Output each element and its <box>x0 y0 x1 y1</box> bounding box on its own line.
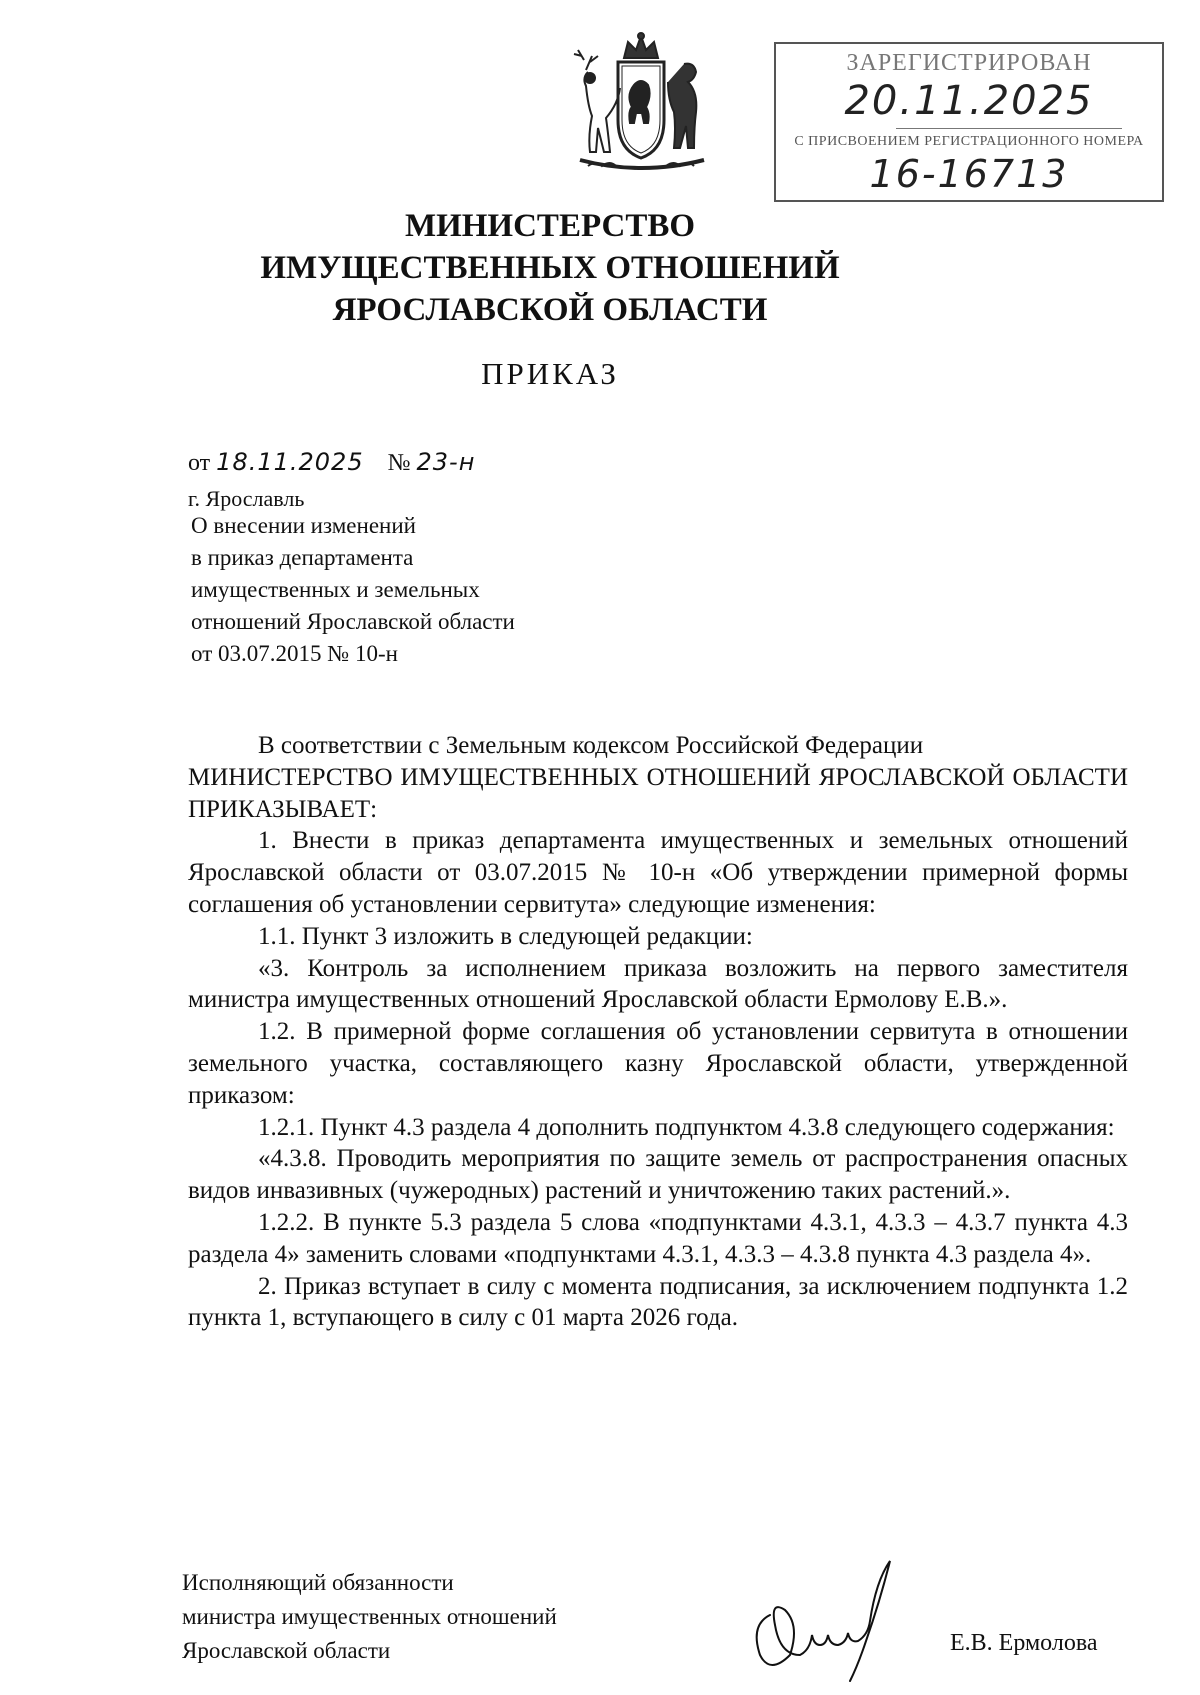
subject-line: в приказ департамента <box>191 545 414 570</box>
paragraph: 2. Приказ вступает в силу с момента подписания, за исключением подпункта 1.2 пункта 1, вступающего в силу с 01 марта 2026 года. <box>188 1272 1128 1332</box>
paragraph: 1.2.2. В пункте 5.3 раздела 5 слова «подпунктами 4.3.1, 4.3.3 – 4.3.7 пункта 4.3 раздела 4» заменить словами «подпунктами 4.3.1, 4.3.3 – 4.3.8 пункта 4.3 раздела 4». <box>188 1208 1128 1268</box>
paragraph: 1.2.1. Пункт 4.3 раздела 4 дополнить подпунктом 4.3.8 следующего содержания: <box>258 1113 1115 1141</box>
paragraph: «4.3.8. Проводить мероприятия по защите земель от распространения опасных видов инвазивных (чужеродных) растений и уничтожению таких растений.». <box>188 1145 1128 1205</box>
paragraph: 1.2. В примерной форме соглашения об установлении сервитута в отношении земельного участка, составляющего казну Ярославской области, утвержденной приказом: <box>188 1018 1128 1109</box>
subject-line: от 03.07.2015 № 10-н <box>191 641 398 666</box>
ministry-heading <box>200 205 900 331</box>
order-subject <box>191 510 631 670</box>
decree-statement: МИНИСТЕРСТВО ИМУЩЕСТВЕННЫХ ОТНОШЕНИЙ ЯРОСЛАВСКОЙ ОБЛАСТИ ПРИКАЗЫВАЕТ: <box>188 763 1128 823</box>
number-prefix: № <box>387 450 411 476</box>
document-type: ПРИКАЗ <box>481 356 619 391</box>
handwritten-signature-icon <box>730 1555 930 1695</box>
order-body <box>188 730 1128 1334</box>
paragraph: 1.1. Пункт 3 изложить в следующей редакции: <box>258 922 753 950</box>
signatory-position <box>182 1566 702 1668</box>
position-line: министра имущественных отношений <box>182 1604 557 1629</box>
date-prefix: от <box>188 450 211 476</box>
preamble: В соответствии с Земельным кодексом Российской Федерации <box>258 732 924 759</box>
stamp-caption: С ПРИСВОЕНИЕМ РЕГИСТРАЦИОННОГО НОМЕРА <box>794 134 1144 149</box>
paragraph: 1. Внести в приказ департамента имущественных и земельных отношений Ярославской области от 03.07.2015 № 10-н «Об утверждении примерной формы соглашения об установлении сервитута» следующие изменения: <box>188 827 1128 918</box>
registration-stamp <box>774 42 1164 202</box>
signatory-name: Е.В. Ермолова <box>950 1630 1098 1656</box>
stamp-number: 16-16713 <box>869 152 1069 196</box>
ministry-line: МИНИСТЕРСТВО <box>404 208 696 244</box>
position-line: Исполняющий обязанности <box>182 1570 454 1595</box>
stamp-divider <box>896 128 1122 129</box>
subject-line: имущественных и земельных <box>191 577 480 602</box>
ministry-line: ИМУЩЕСТВЕННЫХ ОТНОШЕНИЙ <box>260 250 840 286</box>
stamp-date: 20.11.2025 <box>844 78 1094 124</box>
city: г. Ярославль <box>188 486 305 511</box>
stamp-title: ЗАРЕГИСТРИРОВАН <box>846 50 1092 76</box>
coat-of-arms-icon <box>566 30 716 180</box>
order-date-line <box>188 448 475 477</box>
paragraph: «3. Контроль за исполнением приказа возложить на первого заместителя министра имущественных отношений Ярославской области Ермолову Е.В.». <box>188 954 1128 1014</box>
subject-line: отношений Ярославской области <box>191 609 515 634</box>
subject-line: О внесении изменений <box>191 513 416 538</box>
order-date: 18.11.2025 <box>216 448 364 476</box>
ministry-line: ЯРОСЛАВСКОЙ ОБЛАСТИ <box>332 292 768 328</box>
order-number: 23-н <box>416 448 476 476</box>
position-line: Ярославской области <box>182 1638 391 1663</box>
